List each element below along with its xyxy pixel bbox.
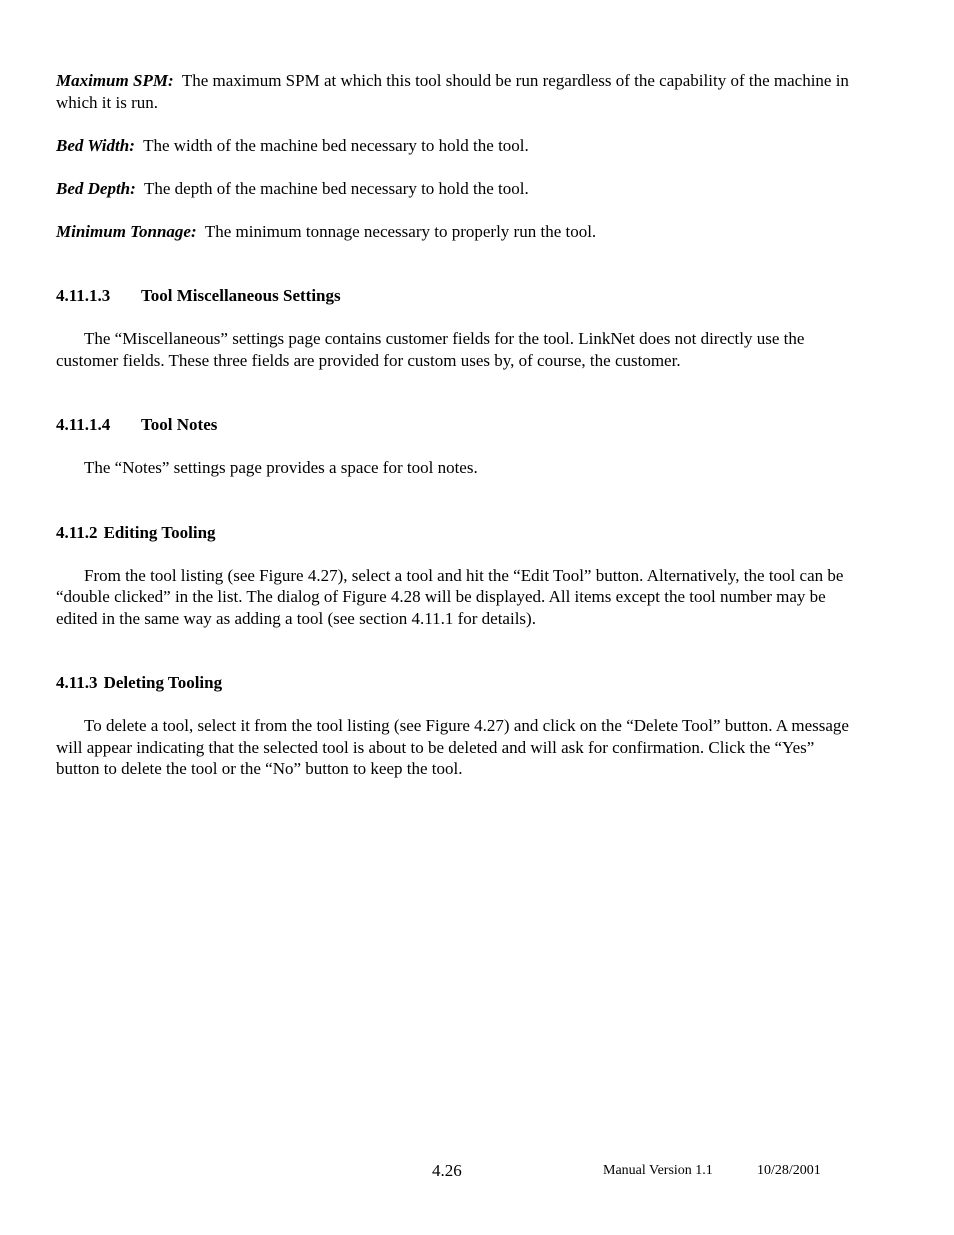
section-heading-tool-misc (56, 285, 856, 307)
definition-term: Bed Width: (56, 135, 135, 155)
section-body-deleting-tooling: To delete a tool, select it from the tool listing (see Figure 4.27) and click on the “Delete Tool” button. A message will appear indicating that the selected tool is about to be deleted and will ask for confirmation. Click the “Yes” button to delete the tool or the “No” button to keep the tool. (56, 716, 849, 778)
footer-manual-version: Manual Version 1.1 (603, 1163, 713, 1178)
definition-term: Minimum Tonnage: (56, 221, 197, 241)
section-body-tool-misc: The “Miscellaneous” settings page contains customer fields for the tool. LinkNet does not directly use the customer fields. These three fields are provided for custom uses by, of course, the customer. (56, 329, 805, 370)
definition-text: The minimum tonnage necessary to properly run the tool. (204, 221, 597, 241)
document-body (56, 70, 856, 780)
section-title: Deleting Tooling (103, 673, 223, 692)
section-body-tool-notes: The “Notes” settings page provides a space for tool notes. (84, 458, 478, 477)
section-number: 4.11.1.3 (56, 286, 111, 305)
section-title: Tool Notes (141, 415, 218, 434)
footer-date: 10/28/2001 (757, 1163, 821, 1178)
definition-text: The depth of the machine bed necessary to hold the tool. (144, 178, 529, 198)
section-heading-tool-notes (56, 414, 856, 436)
definition-term: Maximum SPM: (56, 71, 174, 90)
section-number: 4.11.3 (56, 673, 98, 692)
section-heading-editing-tooling (56, 522, 856, 544)
section-title: Tool Miscellaneous Settings (141, 286, 341, 305)
section-body-editing-tooling: From the tool listing (see Figure 4.27), select a tool and hit the “Edit Tool” button. Alternatively, the tool can be “double clicked” in the list. The dialog of Figure 4.28 will be displayed. All items except the tool number may be edited in the same way as adding a tool (see section 4.11.1 for details). (56, 565, 844, 628)
definition-minimum-tonnage (56, 221, 856, 243)
section-number: 4.11.2 (56, 522, 98, 542)
section-title: Editing Tooling (103, 522, 216, 542)
definition-maximum-spm (56, 70, 856, 113)
definition-text: The width of the machine bed necessary to hold the tool. (143, 135, 529, 155)
definition-bed-depth (56, 178, 856, 200)
section-number: 4.11.1.4 (56, 415, 111, 434)
definition-term: Bed Depth: (56, 178, 136, 198)
definition-text: The maximum SPM at which this tool should be run regardless of the capability of the machine in which it is run. (56, 71, 849, 112)
footer-page-number: 4.26 (432, 1161, 462, 1180)
section-heading-deleting-tooling (56, 672, 856, 694)
definition-bed-width (56, 135, 856, 157)
